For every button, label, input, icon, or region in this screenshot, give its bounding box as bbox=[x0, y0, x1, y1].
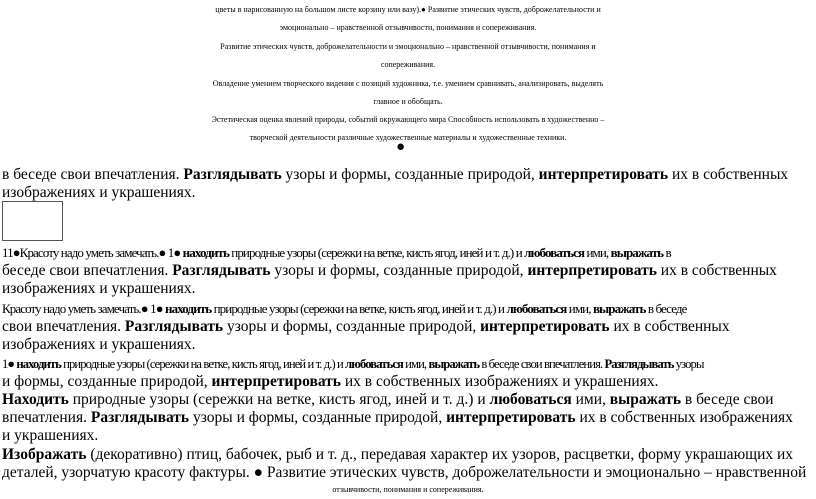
text-line-1: цветы в нарисованную на большом листе корзину или вазу).● Развитие этических чувств, доброжелательности и bbox=[215, 5, 601, 14]
text-line-18: и формы, созданные природой, интерпретировать их в собственных изображениях и украшениях. bbox=[2, 373, 659, 390]
text-line-10: изображениях и украшениях. bbox=[2, 184, 196, 201]
text-line-5: Овладение умением творческого видения с позиций художника, т.е. умением сравнивать, анализировать, выделять bbox=[212, 79, 604, 88]
text-line-11: 11●Красоту надо уметь замечать.● 1● находить природные узоры (сережки на ветке, кисть ягод, иней и т. д.) и любоваться ими, выражать в bbox=[2, 245, 671, 260]
text-line-23: деталей, узорчатую красоту фактуры. ● Развитие этических чувств, доброжелательности и эмоционально – нравственной bbox=[2, 464, 807, 481]
text-line-6: главное и обобщать. bbox=[373, 97, 443, 106]
text-line-13: изображениях и украшениях. bbox=[2, 280, 196, 297]
text-line-16: изображениях и украшениях. bbox=[2, 336, 196, 353]
text-line-2: эмоционально – нравственной отзывчивости, понимания и сопереживания. bbox=[279, 23, 537, 32]
text-line-21: и украшениях. bbox=[2, 427, 99, 444]
text-line-22: Изображать (декоративно) птиц, бабочек, рыб и т. д., передавая характер их узоров, расцветки, форму украшающих их bbox=[2, 446, 794, 463]
bullet-icon: ● bbox=[396, 139, 406, 155]
text-line-15: свои впечатления. Разглядывать узоры и формы, созданные природой, интерпретировать их в собственных bbox=[2, 318, 730, 335]
text-line-17: 1● находить природные узоры (сережки на ветке, кисть ягод, иней и т. д.) и любоваться ими, выражать в беседе свои впечатления. Разглядывать узоры bbox=[2, 357, 704, 371]
text-line-9: в беседе свои впечатления. Разглядывать узоры и формы, созданные природой, интерпретировать их в собственных bbox=[2, 166, 789, 183]
text-line-19: Находить природные узоры (сережки на ветке, кисть ягод, иней и т. д.) и любоваться ими, выражать в беседе свои bbox=[2, 391, 774, 408]
text-line-12: беседе свои впечатления. Разглядывать узоры и формы, созданные природой, интерпретировать их в собственных bbox=[2, 262, 777, 279]
text-line-7: Эстетическая оценка явлений природы, событий окружающего мира Способность использовать в художественно – bbox=[211, 115, 605, 124]
text-line-20: впечатления. Разглядывать узоры и формы, созданные природой, интерпретировать их в собственных изображениях bbox=[2, 409, 793, 426]
text-line-14: Красоту надо уметь замечать.● 1● находить природные узоры (сережки на ветке, кисть ягод, иней и т. д.) и любоваться ими, выражать в беседе bbox=[2, 301, 687, 316]
text-line-3: Развитие этических чувств, доброжелательности и эмоционально – нравственной отзывчивости, понимания и bbox=[220, 42, 596, 51]
text-line-4: сопереживания. bbox=[380, 60, 436, 69]
text-line-24: отзывчивости, понимания и сопереживания. bbox=[332, 485, 484, 494]
text-line-8: творческой деятельности различные художественные материалы и художественные техники. bbox=[249, 133, 567, 142]
image-placeholder bbox=[2, 201, 63, 241]
